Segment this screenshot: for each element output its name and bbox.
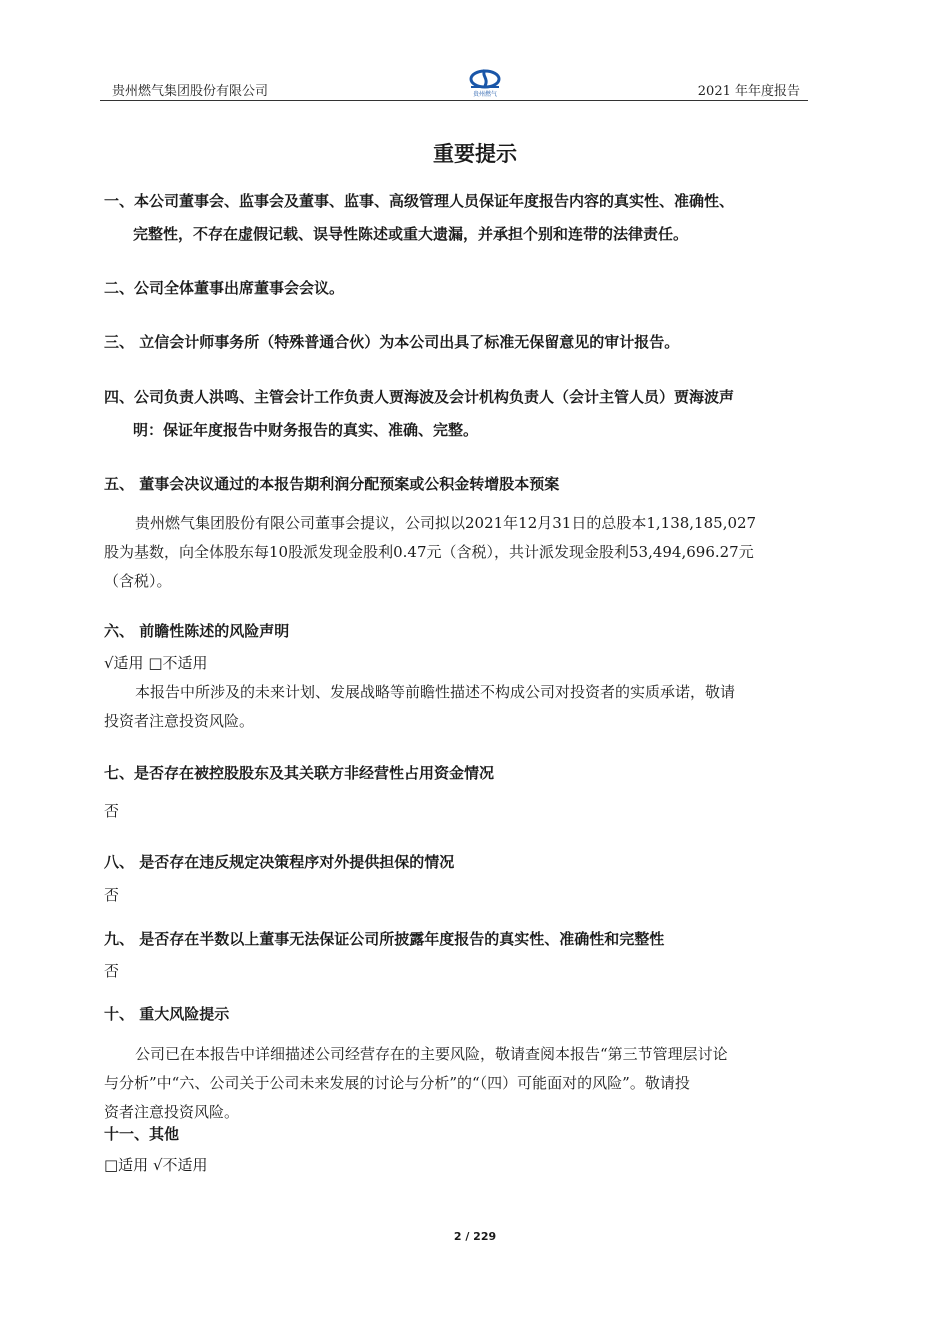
item-10-text-line3: 资者注意投资风险。 [104,1103,240,1121]
item-6-heading: 六、 前瞻性陈述的风险声明 [104,622,290,640]
item-11-heading: 十一、其他 [104,1125,180,1143]
item-6-text-line1: 本报告中所涉及的未来计划、发展战略等前瞻性描述不构成公司对投资者的实质承诺，敬请 [135,683,736,701]
item-2: 二、公司全体董事出席董事会会议。 [104,279,345,297]
item-8-heading: 八、 是否存在违反规定决策程序对外提供担保的情况 [104,853,455,871]
header-company: 贵州燃气集团股份有限公司 [112,84,269,99]
page-number: 2 / 229 [453,1230,497,1243]
item-6-applicability: √适用 □不适用 [104,654,208,672]
page-title: 重要提示 [433,142,517,166]
item-5-text-line1: 贵州燃气集团股份有限公司董事会提议，公司拟以2021年12月31日的总股本1,138,185,027 [135,514,757,532]
item-4-line2: 明：保证年度报告中财务报告的真实、准确、完整。 [133,421,479,439]
item-9-heading: 九、 是否存在半数以上董事无法保证公司所披露年度报告的真实性、准确性和完整性 [104,930,665,948]
item-1-line2: 完整性，不存在虚假记载、误导性陈述或重大遗漏，并承担个别和连带的法律责任。 [133,225,689,243]
item-8-answer: 否 [104,886,120,904]
item-6-text-line2: 投资者注意投资风险。 [104,712,255,730]
item-10-text-line1: 公司已在本报告中详细描述公司经营存在的主要风险，敬请查阅本报告“第三节管理层讨论 [135,1045,728,1063]
item-10-heading: 十、 重大风险提示 [104,1005,230,1023]
item-9-answer: 否 [104,962,120,980]
item-5-heading: 五、 董事会决议通过的本报告期利润分配预案或公积金转增股本预案 [104,475,560,493]
header-report-title: 2021 年年度报告 [697,84,800,99]
item-1-line1: 一、本公司董事会、监事会及董事、监事、高级管理人员保证年度报告内容的真实性、准确性、 [104,192,735,210]
company-logo [465,68,505,98]
item-7-heading: 七、是否存在被控股股东及其关联方非经营性占用资金情况 [104,764,495,782]
item-5-text-line3: （含税）。 [104,572,172,590]
item-11-applicability: □适用 √不适用 [104,1156,208,1174]
page-header [100,68,808,101]
item-5-text-line2: 股为基数，向全体股东每10股派发现金股利0.47元（含税），共计派发现金股利53,494,696.27元 [104,543,754,561]
logo-text: 贵州燃气 [472,91,497,98]
item-7-answer: 否 [104,802,120,820]
item-10-text-line2: 与分析”中“六、公司关于公司未来发展的讨论与分析”的“（四）可能面对的风险”。敬请投 [104,1074,690,1092]
item-3: 三、 立信会计师事务所（特殊普通合伙）为本公司出具了标准无保留意见的审计报告。 [104,333,680,351]
item-4-line1: 四、公司负责人洪鸣、主管会计工作负责人贾海波及会计机构负责人（会计主管人员）贾海波声 [104,388,735,406]
